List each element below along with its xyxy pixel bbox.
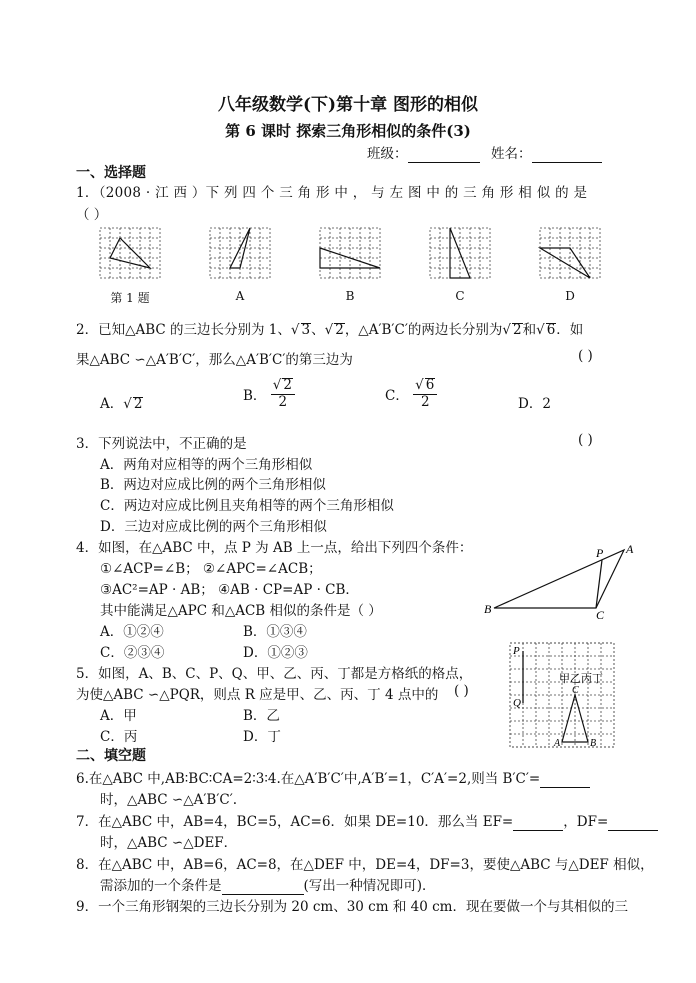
q1-caption-c: C <box>455 289 465 303</box>
q4-option-b[interactable]: B．①③④ <box>243 624 307 640</box>
denominator: 2 <box>420 393 430 410</box>
label-c: C <box>572 685 579 696</box>
q4-option-d[interactable]: D．①②③ <box>243 645 308 661</box>
q2-text: ．如 <box>556 322 584 338</box>
q4-option-a[interactable]: A．①②④ <box>100 624 164 640</box>
numerator: 6 <box>425 377 435 393</box>
label-b: B <box>590 738 597 749</box>
q1-caption-d: D <box>565 289 575 303</box>
q7-line1 <box>76 810 658 831</box>
q2-stem-line1: 2．已知△ABC 的三边长分别为 1、√ 3、√ 2，△A′B′C′的两边长分别为√ 2和√ 6．如 <box>76 322 584 338</box>
label-c: C <box>596 608 605 622</box>
label-p: P <box>596 546 604 560</box>
q3-answer-paren: ( ) <box>578 432 593 448</box>
q2-text: 2．已知△ABC 的三边长分别为 1、 <box>76 322 291 338</box>
q6-text: 6.在△ABC 中,AB∶BC∶CA=2∶3∶4.在△A′B′C′中,A′B′=1，C′A′=2,则当 B′C′= <box>76 771 541 787</box>
sqrt2: 2 <box>335 322 344 338</box>
q4-triangle-figure <box>484 540 644 620</box>
q7-blank-df[interactable] <box>608 814 658 831</box>
q1-caption-reference: 第 1 题 <box>110 291 150 305</box>
label-p: P <box>513 645 520 657</box>
q7-text: 7．在△ABC 中，AB=4，BC=5，AC=6．如果 DE=10．那么当 EF= <box>76 814 514 830</box>
label-a: A <box>554 738 561 749</box>
q2-text: 和 <box>522 322 537 338</box>
q3-option-d[interactable]: D．三边对应成比例的两个三角形相似 <box>100 519 327 535</box>
q1-stem: 1．（2008 · 江 西 ）下 列 四 个 三 角 形 中 ， 与 左 图 中 的 三 角 形 相 似 的 是 <box>76 185 588 201</box>
grid-lines <box>510 643 614 747</box>
q1-figure-d[interactable] <box>540 228 600 280</box>
q8-text: 需添加的一个条件是 <box>100 878 222 894</box>
class-field <box>367 142 480 163</box>
q4-question: 其中能满足△APC 和△ACB 相似的条件是（ ） <box>100 603 382 619</box>
q5-option-d[interactable]: D．丁 <box>243 729 281 745</box>
q2-option-b[interactable] <box>243 378 295 410</box>
fraction: $\frac{√ 2}{2}$ <box>271 378 295 410</box>
option-label: C． <box>385 388 409 405</box>
sqrt6: 6 <box>546 322 556 338</box>
q6-line1 <box>76 767 590 788</box>
q5-option-b[interactable]: B．乙 <box>243 708 280 724</box>
q2-sep: 、 <box>311 322 325 338</box>
q5-stem-line1: 5．如图，A、B、C、P、Q、甲、乙、丙、丁都是方格纸的格点， <box>76 666 473 682</box>
page-title: 八年级数学(下)第十章 图形的相似 <box>217 95 478 115</box>
q8-text: (写出一种情况即可)． <box>303 878 436 894</box>
lesson-subtitle: 第 6 课时 探索三角形相似的条件(3) <box>225 122 471 140</box>
q5-option-c[interactable]: C．丙 <box>100 729 138 745</box>
grid <box>100 228 160 278</box>
q7-blank-ef[interactable] <box>513 814 563 831</box>
q3-option-b[interactable]: B．两边对应成比例的两个三角形相似 <box>100 477 326 493</box>
class-blank[interactable] <box>408 146 480 163</box>
q9-line1: 9．一个三角形钢架的三边长分别为 20 cm、30 cm 和 40 cm．现在要做一个与其相似的三 <box>76 899 628 915</box>
name-field <box>491 142 602 163</box>
q3-option-a[interactable]: A．两角对应相等的两个三角形相似 <box>100 457 313 473</box>
sqrt2: 2 <box>513 322 522 338</box>
class-label: 班级： <box>367 146 408 162</box>
triangle-abc <box>562 695 588 742</box>
q6-blank[interactable] <box>540 771 590 788</box>
q1-caption-a: A <box>235 289 245 303</box>
q5-stem-line2: 为使△ABC ∽△PQR，则点 R 应是甲、乙、丙、丁 4 点中的 <box>76 687 439 703</box>
q3-stem: 3．下列说法中，不正确的是 <box>76 436 247 452</box>
q1-caption-b: B <box>345 289 355 303</box>
triangle <box>540 248 590 278</box>
q4-option-c[interactable]: C．②③④ <box>100 645 165 661</box>
label-q: Q <box>513 697 521 709</box>
section-heading-choice: 一、选择题 <box>76 165 146 181</box>
q1-answer-paren: （ ） <box>76 207 108 223</box>
triangle-abc <box>494 550 624 608</box>
name-blank[interactable] <box>532 146 602 163</box>
q4-conditions-2: ③AC²=AP · AB； ④AB · CP=AP · CB． <box>100 582 359 598</box>
q7-text: ，DF= <box>563 814 609 830</box>
q2-option-a[interactable]: A．√ 2 <box>100 396 143 412</box>
q2-option-d[interactable]: D．2 <box>518 396 551 412</box>
section-heading-fill: 二、填空题 <box>76 748 146 764</box>
label-jia-yi-bing-ding: 甲乙丙丁 <box>559 672 603 685</box>
q6-line2: 时，△ABC ∽△A′B′C′. <box>100 792 238 808</box>
sqrt3: 3 <box>301 322 311 338</box>
option-label: B． <box>243 388 267 405</box>
option-label: A． <box>100 396 124 412</box>
q2-answer-paren: ( ) <box>578 348 593 364</box>
q4-conditions-1: ①∠ACP=∠B； ②∠APC=∠ACB； <box>100 561 322 577</box>
fraction: $\frac{√ 6}{2}$ <box>413 378 437 410</box>
label-b: B <box>484 602 492 616</box>
q3-option-c[interactable]: C．两边对应成比例且夹角相等的两个三角形相似 <box>100 498 394 514</box>
q2-stem-line2: 果△ABC ∽△A′B′C′，那么△A′B′C′的第三边为 <box>76 352 353 368</box>
q1-figure-b[interactable] <box>320 228 380 280</box>
triangle <box>450 228 470 278</box>
q8-line2 <box>100 874 436 895</box>
q8-line1: 8．在△ABC 中，AB=6，AC=8，在△DEF 中，DE=4，DF=3，要使△ABC 与△DEF 相似， <box>76 857 654 873</box>
label-a: A <box>626 542 634 556</box>
q2-text: ，△A′B′C′的两边长分别为 <box>344 322 503 338</box>
sqrt2: 2 <box>133 396 143 412</box>
q5-option-a[interactable]: A．甲 <box>100 708 137 724</box>
q1-figure-reference <box>100 228 160 280</box>
q5-answer-paren: ( ) <box>454 683 469 699</box>
q4-stem: 4．如图，在△ABC 中，点 P 为 AB 上一点，给出下列四个条件： <box>76 540 473 556</box>
q1-figure-a[interactable] <box>210 228 270 280</box>
q7-line2: 时，△ABC ∽△DEF． <box>100 835 238 851</box>
q1-figure-c[interactable] <box>430 228 490 280</box>
numerator: 2 <box>283 377 292 393</box>
name-label: 姓名： <box>491 146 532 162</box>
q8-blank[interactable] <box>222 878 304 895</box>
denominator: 2 <box>278 393 288 410</box>
q5-grid-figure <box>510 643 614 747</box>
q2-option-c[interactable] <box>385 378 437 410</box>
